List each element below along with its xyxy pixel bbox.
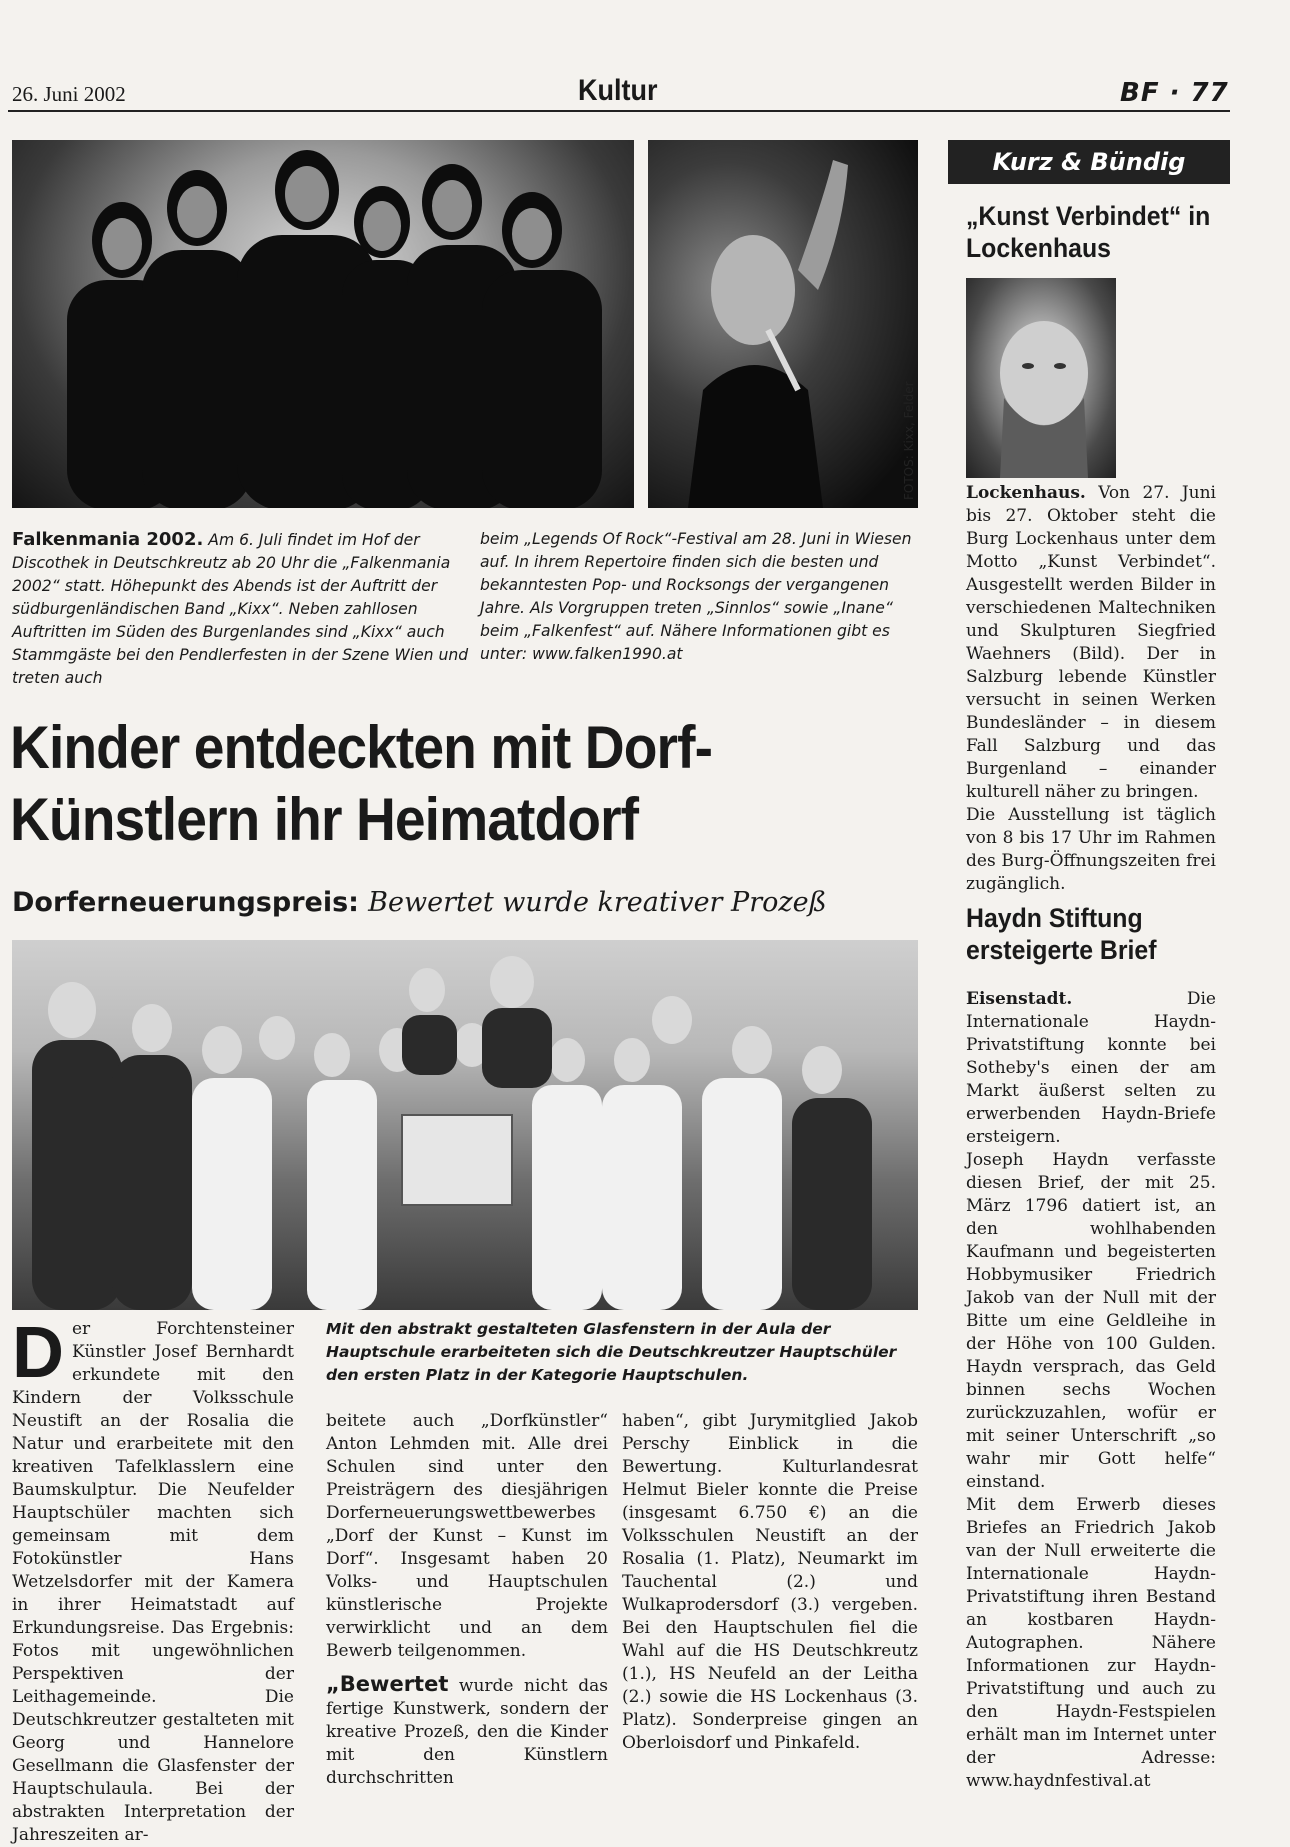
sidebar-item-1-lead: Lockenhaus. — [966, 483, 1086, 503]
group-photo-caption: Mit den abstrakt gestalteten Glasfenstern in der Aula der Hauptschule erarbeiteten sich die Deutschkreutzer Hauptschüler den ersten Platz in der Kategorie Hauptschulen. — [326, 1320, 897, 1384]
headline-line-1: Kinder entdeckten mit Dorf- — [10, 714, 713, 781]
singer-silhouette — [648, 140, 918, 508]
column-2-lead: „Bewertet — [326, 1672, 449, 1696]
column-1-text: er Forchtensteiner Künstler Josef Bernhardt erkundete mit den Kindern der Volksschule Neustift an der Rosalia die Natur und erarbeitete mit den kreativen Tafelklasslern eine Baumskulptur. Die Neufelder Hauptschüler machten sich gemeinsam mit dem Fotokünstler Hans Wetzelsdorfer mit der Kamera in ihrer Heimatstadt auf Erkundungsreise. Das Ergebnis: Fotos mit ungewöhnlichen Perspektiven der Leithagemeinde. Die Deutschkreutzer gestalteten mit Georg und Hannelore Gesellmann die Glasfenster der Hauptschulaula. Bei der abstrakten Interpretation der Jahreszeiten ar- — [12, 1319, 294, 1845]
band-photo — [12, 140, 634, 508]
page-date: 26. Juni 2002 — [12, 82, 126, 106]
column-2-paragraph-2 — [326, 1673, 608, 1790]
article-headline — [10, 712, 856, 856]
group-silhouettes — [12, 940, 918, 1310]
sidebar-header: Kurz & Bündig — [948, 140, 1230, 184]
group-photo — [12, 940, 918, 1310]
drop-cap: D — [12, 1313, 64, 1393]
singer-photo — [648, 140, 918, 508]
subhead-text: Bewertet wurde kreativer Prozeß — [368, 887, 827, 918]
portrait-face — [966, 278, 1116, 478]
caption-text-left: Am 6. Juli findet im Hof der Discothek in Deutschkreutz ab 20 Uhr die „Falkenmania 2002“ statt. Höhepunkt des Abends ist der Auftritt der südburgenländischen Band „Kixx“. Neben zahllosen Auftritten im Süden des Burgenlandes sind „Kixx“ auch Stammgäste bei den Pendlerfesten in der Szene Wien und treten auch — [12, 531, 469, 687]
sidebar-item-1-text-2: Die Ausstellung ist täglich von 8 bis 17 Uhr im Rahmen des Burg-Öffnungszeiten frei zugänglich. — [966, 805, 1216, 894]
subhead-kicker: Dorferneuerungspreis: — [12, 887, 359, 918]
band-silhouettes — [12, 140, 634, 508]
article-subhead — [12, 884, 827, 918]
caption-lead: Falkenmania 2002. — [12, 529, 204, 550]
sidebar-item-2-lead: Eisenstadt. — [966, 989, 1073, 1009]
section-title: Kultur — [578, 74, 658, 107]
sidebar-item-1-title: „Kunst Verbindet“ in Lockenhaus — [966, 201, 1211, 263]
sidebar-item-2-title: Haydn Stiftung ersteigerte Brief — [966, 903, 1157, 965]
column-2-paragraph-1: beitete auch „Dorfkünstler“ Anton Lehmden mit. Alle drei Schulen sind unter den Preisträgern des diesjährigen Dorferneuerungswettbewerbes „Dorf der Kunst – Kunst im Dorf“. Insgesamt haben 20 Volks- und Hauptschulen künstlerische Projekte verwirklicht und an dem Bewerb teilgenommen. — [326, 1411, 608, 1661]
header-rule — [8, 110, 1230, 112]
photo-credit: FOTOS: Kixx, Felder — [902, 381, 916, 500]
article-column-1 — [12, 1313, 294, 1847]
sidebar-item-1-body — [966, 276, 1216, 896]
sidebar-item-1-text: Von 27. Juni bis 27. Oktober steht die Burg Lockenhaus unter dem Motto „Kunst Verbindet“. Ausgestellt werden Bilder in verschiedenen Maltechniken und Skulpturen Siegfried Waehners (Bild). Der in Salzburg lebende Künstler versucht in seinen Werken Bundesländer – in diesem Fall Salzburg und das Burgenland – einander kulturell näher zu bringen. — [966, 483, 1216, 802]
sidebar-item-2-text: Die Internationale Haydn-Privatstiftung konnte bei Sotheby's einen der am Markt äußerst selten zu erwerbenden Haydn-Briefe ersteigern. — [966, 989, 1216, 1147]
sidebar-item-2-body — [966, 988, 1216, 1793]
page-number: BF · 77 — [1120, 78, 1229, 108]
headline-line-2: Künstlern ihr Heimatdorf — [10, 786, 639, 853]
column-2-text: wurde nicht das fertige Kunstwerk, sondern der kreative Prozeß, den die Kinder mit den Künstlern durchschritten — [326, 1676, 608, 1788]
artist-portrait — [966, 278, 1116, 478]
photo-caption-right: beim „Legends Of Rock“-Festival am 28. Juni in Wiesen auf. In ihrem Repertoire finden sich die besten und bekanntesten Pop- und Rocksongs der vergangenen Jahre. Als Vorgruppen treten „Sinnlos“ sowie „Inane“ beim „Falkenfest“ auf. Nähere Informationen gibt es unter: www.falken1990.at — [480, 530, 912, 663]
sidebar-item-2-text-2: Joseph Haydn verfasste diesen Brief, der mit 25. März 1796 datiert ist, an den wohlhabenden Kaufmann und begeisterten Hobbymusiker Friedrich Jakob van der Null mit der Bitte um eine Geldleihe in der Höhe von 100 Gulden. Haydn versprach, das Geld binnen sechs Wochen zurückzuzahlen, wofür er mit seiner Unterschrift „so wahr mir Gott helfe“ einstand. — [966, 1150, 1216, 1492]
article-column-3: haben“, gibt Jurymitglied Jakob Perschy Einblick in die Bewertung. Kulturlandesrat Helmut Bieler konnte die Preise (insgesamt 6.750 €) an die Volksschulen Neustift an der Rosalia (1. Platz), Neumarkt im Tauchental (2.) und Wulkaprodersdorf (3.) vergeben. Bei den Hauptschulen fiel die Wahl auf die HS Deutschkreutz (1.), HS Neufeld an der Leitha (2.) sowie die HS Lockenhaus (3. Platz). Sonderpreise gingen an Oberloisdorf und Pinkafeld. — [622, 1411, 918, 1753]
sidebar-item-2-text-3: Mit dem Erwerb dieses Briefes an Friedrich Jakob van der Null erweiterte die Internationale Haydn-Privatstiftung ihren Bestand an kostbaren Haydn-Autographen. Nähere Informationen zur Haydn-Privatstiftung und auch zu den Haydn-Festspielen erhält man im Internet unter der Adresse: www.haydnfestival.at — [966, 1495, 1216, 1791]
article-column-2 — [326, 1410, 608, 1790]
photo-caption-left — [12, 528, 472, 690]
